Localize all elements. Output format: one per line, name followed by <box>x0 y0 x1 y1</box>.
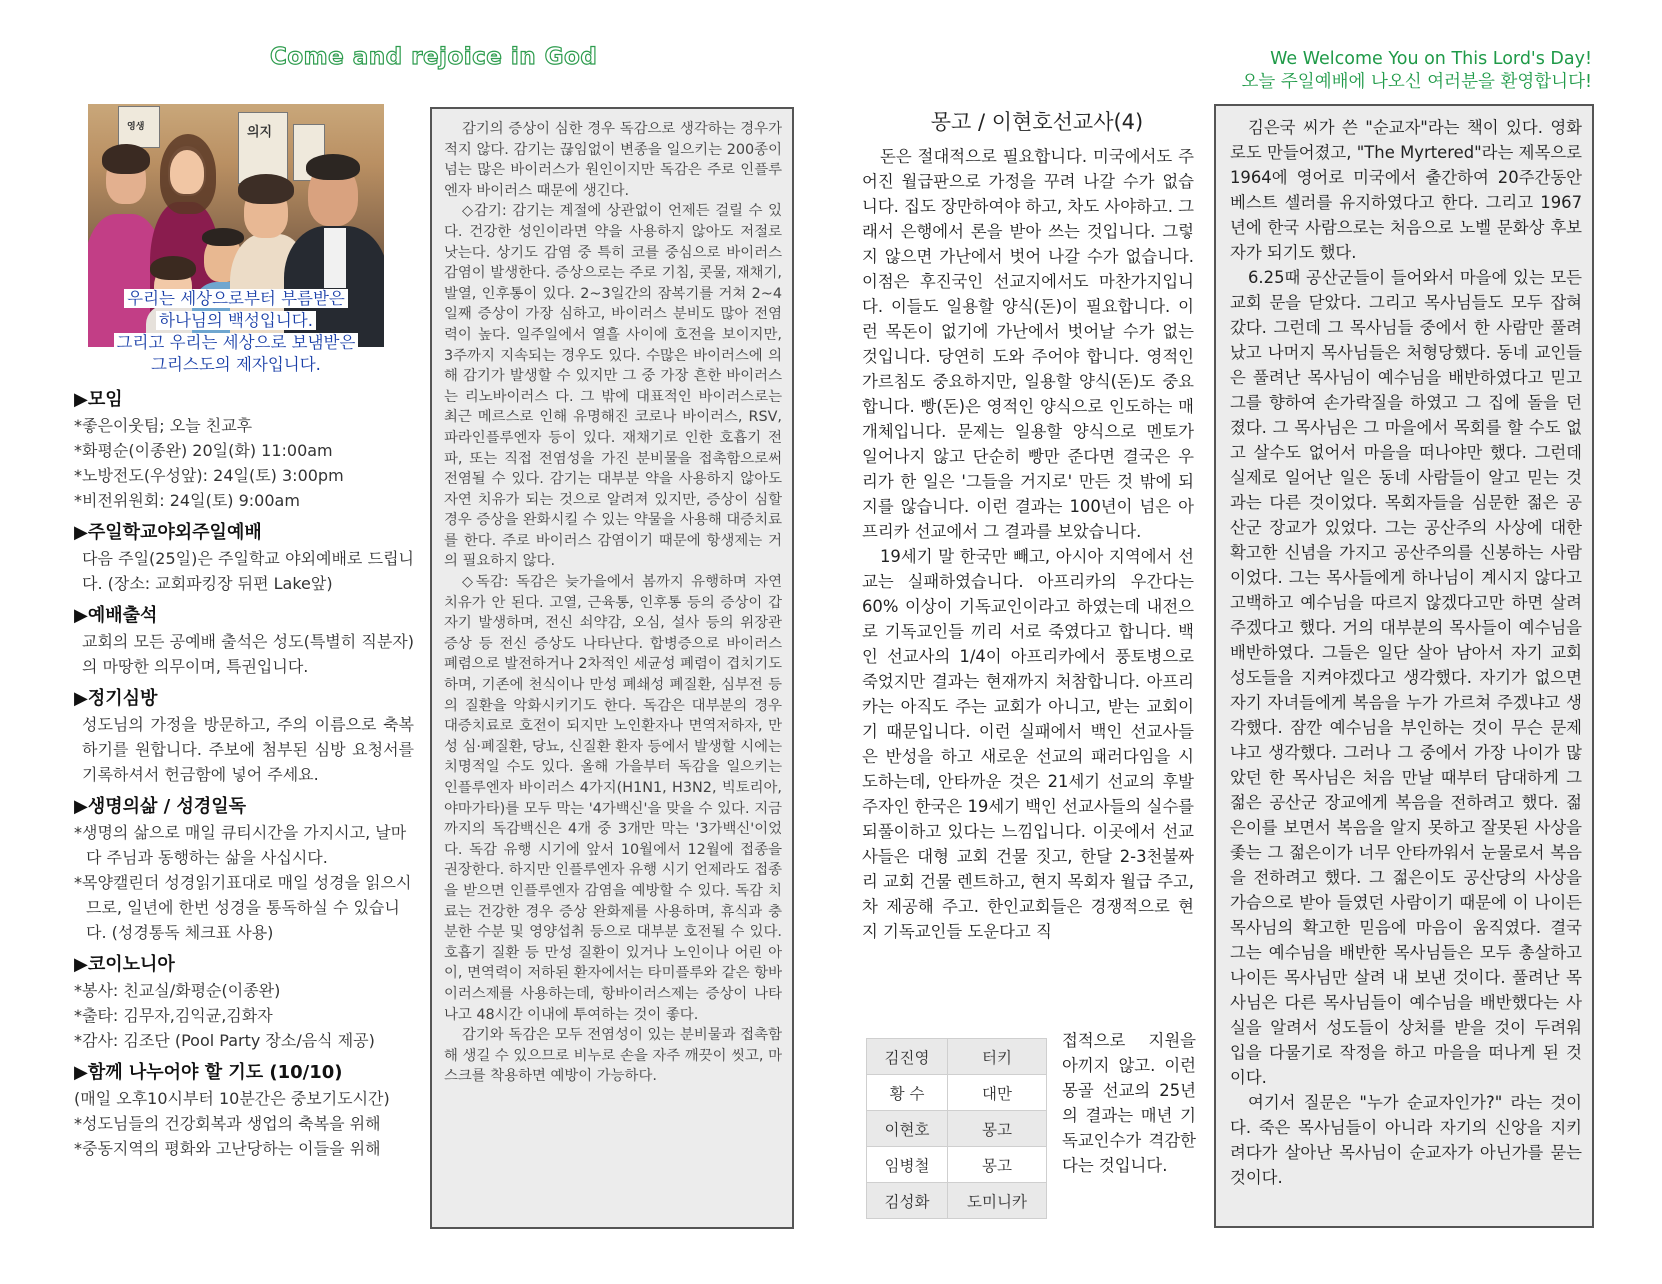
bible-reading-heading: ▶생명의삶 / 성경일독 <box>74 796 247 817</box>
missionary-country: 터키 <box>948 1039 1047 1075</box>
meeting-heading: ▶모임 <box>74 389 123 410</box>
prayer-heading: ▶함께 나누어야 할 기도 (10/10) <box>74 1062 343 1083</box>
cold-flu-article-box <box>430 107 794 1229</box>
caption-line-4: 그리스도의 제자입니다. <box>148 355 324 374</box>
attendance-heading: ▶예배출석 <box>74 605 158 626</box>
table-row <box>867 1039 1047 1075</box>
table-row <box>867 1183 1047 1219</box>
article-paragraph: ◇독감: 독감은 늦가을에서 봄까지 유행하며 자연 치유가 안 된다. 고열, 근육통, 인후통 등의 증상이 갑자기 발생하며, 전신 쇠약감, 오심, 설사 등의 위장관 증상 등 전신 증상도 나타난다. 합병증으로 바이러스 폐렴으로 발전하거나 2차적인 세균성 폐렴이 겹치기도 하며, 기존에 천식이나 만성 폐쇄성 폐질환, 심부전 등의 질환을 악화시키기도 한다. 독감은 대부분의 경우 대증치료로 호전이 되지만 노인환자나 면역저하자, 만성 심·폐질환, 당뇨, 신질환 환자 등에서 발생할 시에는 치명적일 수도 있다. 올해 가을부터 독감을 일으키는 인플루엔자 바이러스 4가지(H1N1, H3N2, 빅토리아, 야마가타)를 모두 막는 '4가백신'을 맞을 수 있다. 지금까지의 독감백신은 4개 중 3개만 막는 '3가백신'이었다. 독감 유행 시기에 앞서 10월에서 12월에 접종을 권장한다. 하지만 인플루엔자 유행 시기 언제라도 접종을 받으면 인플루엔자 감염을 예방할 수 있다. 독감 치료는 건강한 경우 증상 완화제를 사용하며, 휴식과 충분한 수분 및 영양섭취 등으로 대부분 호전될 수 있다. 호흡기 질환 등 만성 질환이 있거나 노인이나 어린 아이, 면역력이 저하된 환자에서는 타미플루와 같은 항바이러스제를 사용하는데, 항바이러스제는 증상이 나타나고 48시간 이내에 투여하는 것이 좋다. <box>444 574 782 1023</box>
meeting-item: *좋은이웃팀; 오늘 친교후 <box>74 416 253 435</box>
bible-reading-item: *생명의 삶으로 매일 큐티시간을 가지시고, 날마다 주님과 동행하는 삶을 사십시다. <box>74 823 407 867</box>
article-paragraph: 감기의 증상이 심한 경우 독감으로 생각하는 경우가 적지 않다. 감기는 끊임없이 변종을 일으키는 200종이 넘는 많은 바이러스가 원인이지만 독감은 주로 인플루엔자 바이러스 때문에 생긴다. <box>444 121 782 199</box>
welcome-english: We Welcome You on This Lord's Day! <box>1270 49 1592 69</box>
prayer-item: (매일 오후10시부터 10분간은 중보기도시간) <box>74 1089 390 1108</box>
photo-caption <box>86 288 386 376</box>
missionary-country: 몽고 <box>948 1111 1047 1147</box>
missionary-name: 임병철 <box>867 1147 948 1183</box>
prayer-item: *성도님들의 건강회복과 생업의 축복을 위해 <box>74 1114 381 1133</box>
article-paragraph: 감기와 독감은 모두 전염성이 있는 분비물과 접촉함해 생길 수 있으므로 비누로 손을 자주 깨끗이 씻고, 마스크를 착용하면 예방이 가능하다. <box>444 1027 782 1085</box>
martyr-article-box <box>1214 104 1594 1228</box>
missionary-country: 대만 <box>948 1075 1047 1111</box>
meeting-item: *화평순(이종완) 20일(화) 11:00am <box>74 441 333 460</box>
missionary-name: 이현호 <box>867 1111 948 1147</box>
bible-reading-item: *목양캘린더 성경읽기표대로 매일 성경을 읽으시므로, 일년에 한번 성경을 통독하실 수 있습니다. (성경통독 체크표 사용) <box>74 873 412 942</box>
koinonia-item: *출타: 김무자,김익균,김화자 <box>74 1006 273 1025</box>
announcements-column <box>74 386 414 1161</box>
missionary-letter-tail <box>1062 1028 1196 1178</box>
martyr-paragraph: 김은국 씨가 쓴 "순교자"라는 책이 있다. 영화로도 만들어졌고, "The Myrtered"라는 제목으로 1964에 영어로 미국에서 출간하여 20주간동안 베스트 셀러를 유지하였다고 한다. 그리고 1967년에 한국 사람으로는 처음으로 노벨 문화상 후보자가 되기도 했다. <box>1230 118 1582 262</box>
caption-line-1: 우리는 세상으로부터 부름받은 <box>124 289 348 308</box>
table-row <box>867 1147 1047 1183</box>
sunday-school-heading: ▶주일학교야외주일예배 <box>74 522 262 543</box>
visitation-text: 성도님의 가정을 방문하고, 주의 이름으로 축복하기를 원합니다. 주보에 첨부된 심방 요청서를 기록하셔서 헌금함에 넣어 주세요. <box>82 715 414 784</box>
missionary-country: 도미니카 <box>948 1183 1047 1219</box>
prayer-item: *중동지역의 평화와 고난당하는 이들을 위해 <box>74 1139 381 1158</box>
caption-line-2: 하나님의 백성입니다. <box>156 311 316 330</box>
caption-line-3: 그리고 우리는 세상으로 보냄받은 <box>114 333 359 352</box>
missionary-name: 김성화 <box>867 1183 948 1219</box>
missionary-country: 몽고 <box>948 1147 1047 1183</box>
sunday-school-text: 다음 주일(25일)은 주일학교 야외예배로 드립니다. (장소: 교회파킹장 뒤편 Lake앞) <box>82 549 414 593</box>
missionary-table <box>866 1038 1047 1219</box>
koinonia-heading: ▶코이노니아 <box>74 954 175 975</box>
meeting-item: *노방전도(우성앞): 24일(토) 3:00pm <box>74 466 344 485</box>
martyr-paragraph: 여기서 질문은 "누가 순교자인가?" 라는 것이다. 죽은 목사님들이 아니라 자기의 신앙을 지키려다가 살아난 목사님이 순교자가 아닌가를 묻는 것이다. <box>1230 1093 1582 1187</box>
welcome-korean: 오늘 주일예배에 나오신 여러분을 환영합니다! <box>1241 72 1592 92</box>
missionary-name: 김진영 <box>867 1039 948 1075</box>
letter-paragraph: 19세기 말 한국만 빼고, 아시아 지역에서 선교는 실패하였습니다. 아프리카의 우간다는 60% 이상이 기독교인이라고 하였는데 내전으로 기독교인들 끼리 서로 죽였다고 합니다. 백인 선교사의 1/4이 아프리카에서 풍토병으로 죽었지만 결과는 현재까지 처참합니다. 아프리카는 아직도 주는 교회가 아니고, 받는 교회이기 때문입니다. 이런 실패에서 백인 선교사들은 반성을 하고 새로운 선교의 패러다임을 시도하는데, 안타까운 것은 21세기 선교의 후발 주자인 한국은 19세기 백인 선교사들의 실수를 되풀이하고 있다는 느낌입니다. 이곳에서 선교사들은 대형 교회 건물 짓고, 한달 2-3천불짜리 교회 건물 렌트하고, 현지 목회자 월급 주고, 차 제공해 주고. 한인교회들은 경쟁적으로 현지 기독교인들 도운다고 직 <box>862 547 1194 941</box>
visitation-heading: ▶정기심방 <box>74 688 158 709</box>
table-row <box>867 1075 1047 1111</box>
koinonia-item: *감사: 김조단 (Pool Party 장소/음식 제공) <box>74 1031 375 1050</box>
meeting-item: *비전위원회: 24일(토) 9:00am <box>74 491 300 510</box>
koinonia-item: *봉사: 친교실/화평순(이종완) <box>74 981 281 1000</box>
missionary-title: 몽고 / 이현호선교사(4) <box>930 110 1144 134</box>
table-row <box>867 1111 1047 1147</box>
article-paragraph: ◇감기: 감기는 계절에 상관없이 언제든 걸릴 수 있다. 건강한 성인이라면 약을 사용하지 않아도 저절로 낫는다. 상기도 감염 중 특히 코를 중심으로 바이러스 감염이 발생한다. 증상으로는 주로 기침, 콧물, 재채기, 발열, 인후통이 있다. 2~3일간의 잠복기를 거쳐 2~4일째 증상이 가장 심하고, 바이러스 분비도 많아 전염력이 높다. 일주일에서 열흘 사이에 호전을 보이지만, 3주까지 지속되는 경우도 있다. 수많은 바이러스에 의해 감기가 발생할 수 있지만 그 중 가장 흔한 바이러스는 리노바이러스 다. 그 밖에 대표적인 바이러스로는 최근 메르스로 인해 유명해진 코로나 바이러스, RSV, 파라인플루엔자 등이 있다. 재채기로 인한 호흡기 전파, 또는 직접 전염성을 가진 분비물을 접촉함으로써 전염될 수 있다. 감기는 대부분 약을 사용하지 않아도 자연 치유가 되는 것으로 알려져 있지만, 증상이 심할 경우 증상을 완화시킬 수 있는 약물을 사용해 대증치료를 한다. 주로 바이러스 감염이기 때문에 항생제는 거의 필요하지 않다. <box>444 203 782 570</box>
missionary-letter <box>862 144 1194 944</box>
letter-tail-text: 접적으로 지원을 아끼지 않고. 이런 몽골 선교의 25년의 결과는 매년 기독교인수가 격감한다는 것입니다. <box>1062 1031 1196 1175</box>
missionary-name: 황 수 <box>867 1075 948 1111</box>
sign-text-1: 영생 <box>127 122 145 132</box>
welcome-header <box>1242 48 1592 94</box>
letter-paragraph: 돈은 절대적으로 필요합니다. 미국에서도 주어진 월급판으로 가정을 꾸려 나갈 수가 없습니다. 집도 장만하여야 하고, 차도 사야하고. 그래서 은행에서 론을 받아 쓰는 것입니다. 그렇지 않으면 가난에서 벗어 나갈 수가 없습니다. 이점은 후진국인 선교지에서도 마찬가지입니다. 이들도 일용할 양식(돈)이 필요합니다. 이런 목돈이 없기에 가난에서 벗어날 수가 없는 것입니다. 당연히 도와 주어야 합니다. 영적인 가르침도 중요하지만, 일용할 양식(돈)도 중요합니다. 빵(돈)은 영적인 양식으로 인도하는 매개체입니다. 문제는 일용할 양식으로 멘토가 일어나지 않고 단순히 빵만 준다면 결국은 우리가 한 일은 '그들을 거지로' 만든 것 밖에 되지를 않습니다. 이런 결과는 100년이 넘은 아프리카 선교에서 그 결과를 보았습니다. <box>862 147 1194 541</box>
martyr-paragraph: 6.25때 공산군들이 들어와서 마을에 있는 모든 교회 문을 닫았다. 그리고 목사님들도 모두 잡혀 갔다. 그런데 그 목사님들 중에서 한 사람만 풀려 났고 나머지 목사님들은 처형당했다. 동네 교인들은 풀려난 목사님이 예수님을 배반하였다고 믿고 그를 향하여 손가락질을 하였고 그 집에 돌을 던졌다. 그 목사님은 그 마을에서 목회를 할 수도 없고 살수도 없어서 마을을 떠나야만 했다. 그런데 실제로 일어난 일은 동네 사람들이 알고 믿는 것과는 다른 것이었다. 목회자들을 심문한 젊은 공산군 장교가 있었다. 그는 공산주의 사상에 대한 확고한 신념을 가지고 공산주의를 신봉하는 사람이었다. 그는 목사들에게 하나님이 계시지 않다고 고백하고 예수님을 따르지 않겠다고만 하면 살려 주겠다고 했다. 거의 대부분의 목사들이 예수님을 배반하였다. 그들은 일단 살아 남아서 자기 교회 성도들을 지켜야겠다고 생각했다. 자기가 없으면 자기 자녀들에게 복음을 누가 가르쳐 주겠냐고 생각했다. 잠깐 예수님을 부인하는 것이 무슨 문제냐고 생각했다. 그러나 그 중에서 가장 나이가 많았던 한 목사님은 처음 만날 때부터 담대하게 그 젊은 공산군 장교에게 복음을 전하려고 했다. 젊은이를 보면서 복음을 알지 못하고 잘못된 사상을 좇는 그 젊은이가 너무 안타까워서 눈물로서 복음을 전하려고 했다. 그 젊은이도 공산당의 사상을 가슴으로 받아 들였던 사람이기 때문에 이 나이든 목사님의 확고한 믿음에 마음이 움직였다. 결국 그는 예수님을 배반한 목사님들은 모두 총살하고 나이든 목사님만 살려 내 보낸 것이다. 풀려난 목사님은 다른 목사님들이 예수님을 배반했다는 사실을 알려서 성도들이 상처를 받을 것이 두려워 입을 다물기로 작정을 하고 마을을 떠나게 된 것이다. <box>1230 268 1582 1087</box>
left-header-title: Come and rejoice in God <box>270 44 598 70</box>
attendance-text: 교회의 모든 공예배 출석은 성도(특별히 직분자)의 마땅한 의무이며, 특권입니다. <box>82 632 414 676</box>
sign-text-2: 의지 <box>247 125 273 140</box>
